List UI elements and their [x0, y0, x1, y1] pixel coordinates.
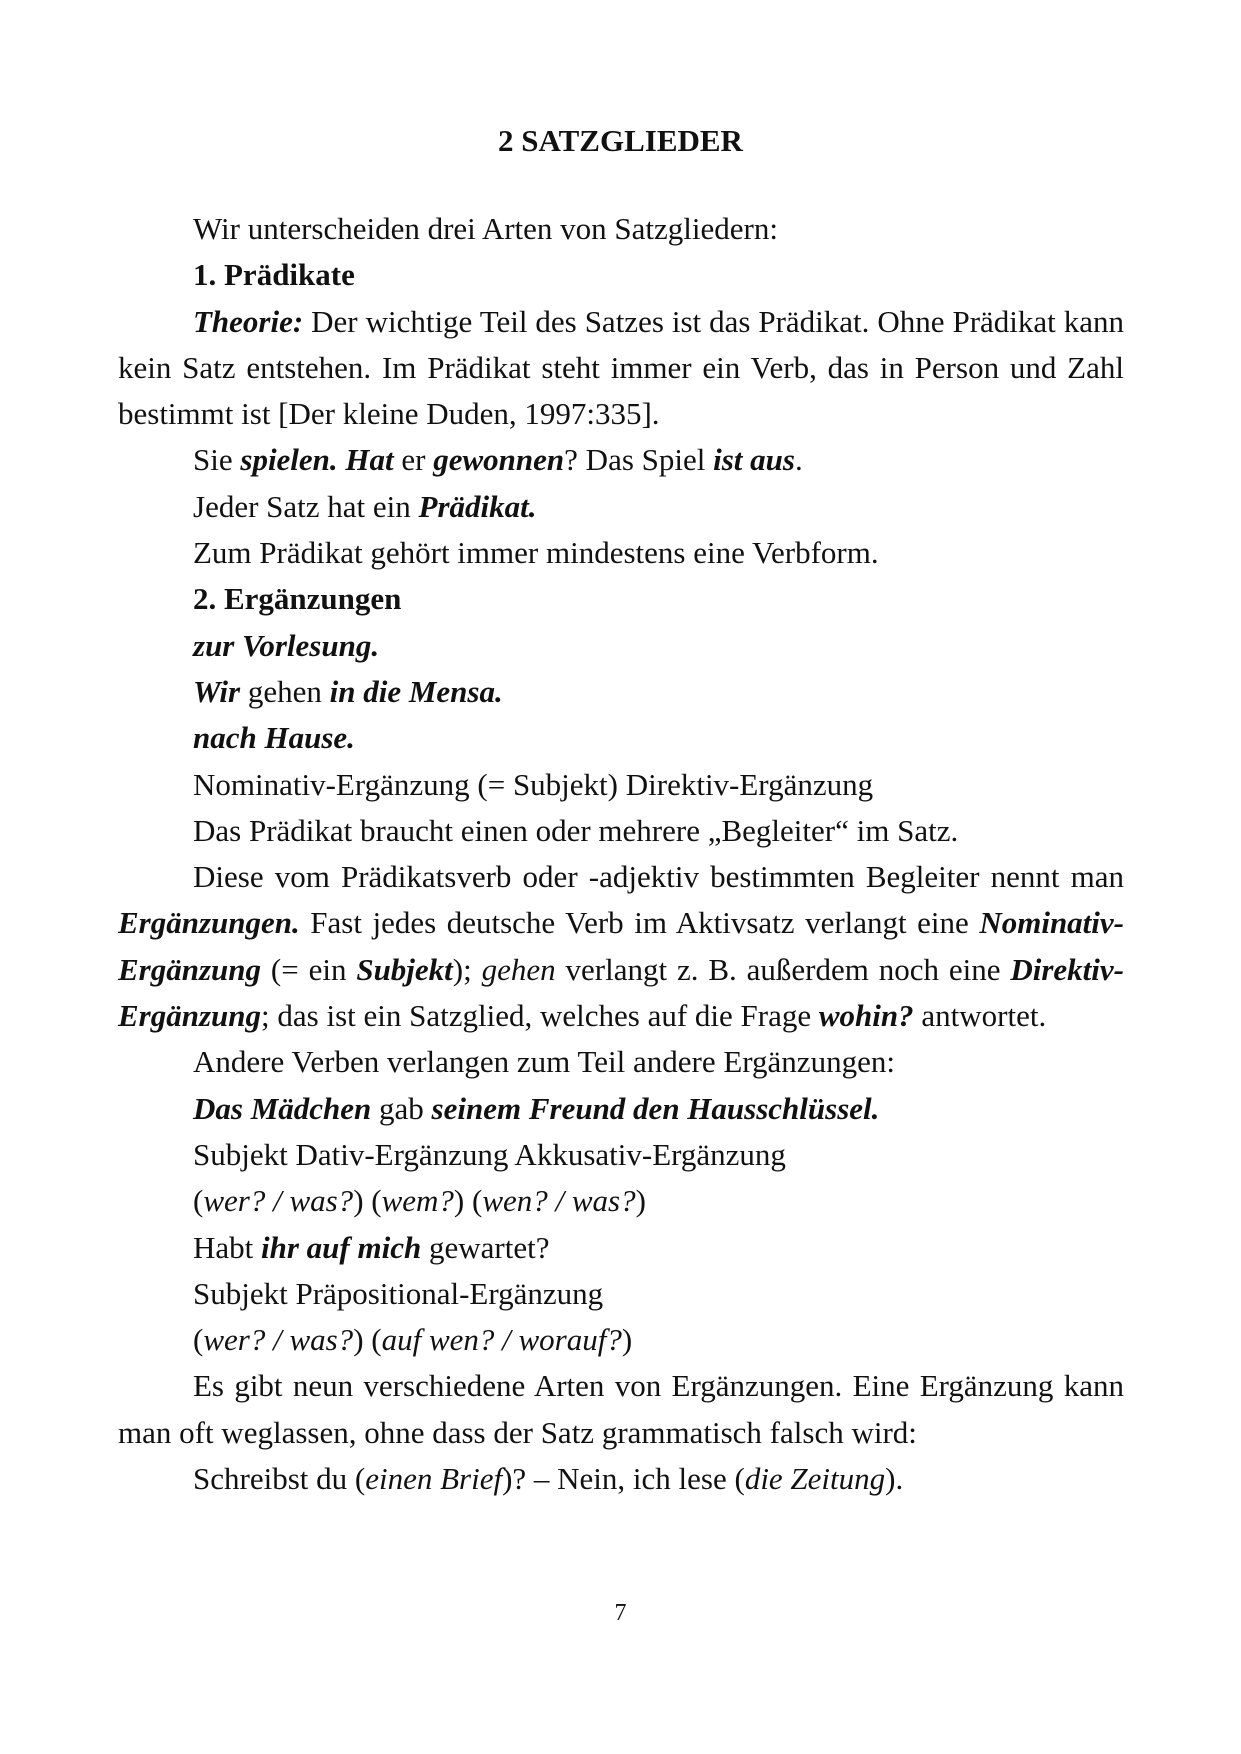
example-line: Sie spielen. Hat er gewonnen? Das Spiel ist aus. — [193, 442, 803, 478]
section-heading-ergaenzungen: 2. Ergänzungen — [193, 581, 402, 617]
chapter-heading: 2 SATZGLIEDER — [498, 123, 743, 158]
example-line: Schreibst du (einen Brief)? – Nein, ich lese (die Zeitung). — [193, 1461, 904, 1497]
example-line: nach Hause. — [193, 720, 355, 756]
paragraph-neun-arten: Es gibt neun verschiedene Arten von Ergänzungen. Eine Ergänzung kann man oft weglassen, ohne dass der Satz grammatisch falsch wird: — [118, 1368, 1124, 1450]
paragraph-ergaenzungen: Diese vom Prädikatsverb oder -adjektiv bestimmten Begleiter nennt man Ergänzungen. Fast jedes deutsche Verb im Aktivsatz verlangt eine Nominativ-Ergänzung (= ein Subjekt); gehen verlangt z. B. außerdem noch eine Direktiv-Ergänzung; das ist ein Satzglied, welches auf die Frage wohin? antwortet. — [118, 859, 1124, 1034]
paragraph-intro: Wir unterscheiden drei Arten von Satzgliedern: — [193, 211, 778, 246]
example-line: Subjekt Präpositional-Ergänzung — [193, 1275, 604, 1311]
example-line: Das Mädchen gab seinem Freund den Hausschlüssel. — [193, 1090, 880, 1126]
example-line: zur Vorlesung. — [193, 627, 380, 663]
page-number: 7 — [614, 1600, 627, 1626]
example-line: Wir gehen in die Mensa. — [193, 673, 503, 709]
example-line: (wer? / was?) (wem?) (wen? / was?) — [193, 1183, 646, 1219]
example-line: Andere Verben verlangen zum Teil andere Ergänzungen: — [193, 1044, 895, 1080]
paragraph-theorie: Theorie: Der wichtige Teil des Satzes ist das Prädikat. Ohne Prädikat kann kein Satz entstehen. Im Prädikat steht immer ein Verb, das in Person und Zahl bestimmt ist [Der kleine Duden, 1997:335]. — [118, 303, 1124, 432]
example-line: Jeder Satz hat ein Prädikat. — [193, 488, 537, 524]
body-text — [118, 206, 1124, 1502]
example-line: Nominativ-Ergänzung (= Subjekt) Direktiv-Ergänzung — [193, 766, 874, 802]
section-heading-praedikate: 1. Prädikate — [193, 257, 355, 293]
example-line: Das Prädikat braucht einen oder mehrere „Begleiter“ im Satz. — [193, 812, 959, 848]
example-line: Subjekt Dativ-Ergänzung Akkusativ-Ergänzung — [193, 1136, 786, 1172]
example-line: (wer? / was?) (auf wen? / worauf?) — [193, 1322, 633, 1358]
example-line: Habt ihr auf mich gewartet? — [193, 1229, 550, 1265]
example-line: Zum Prädikat gehört immer mindestens eine Verbform. — [193, 535, 879, 571]
